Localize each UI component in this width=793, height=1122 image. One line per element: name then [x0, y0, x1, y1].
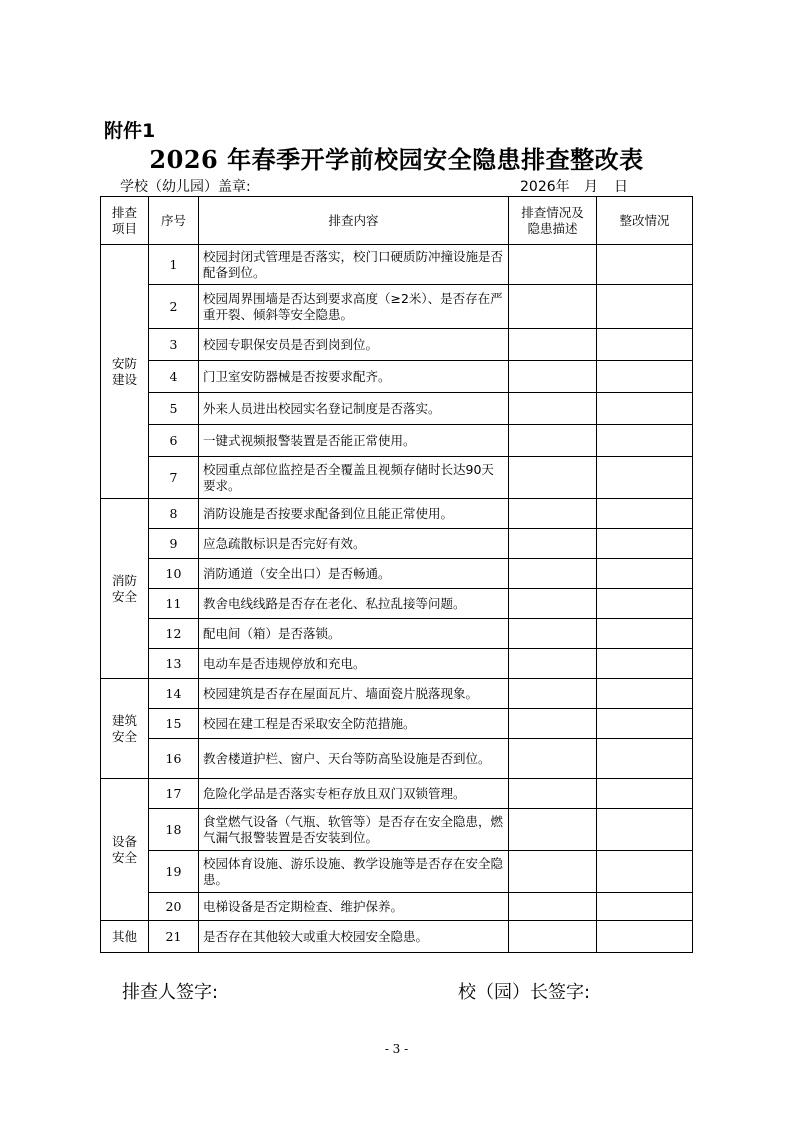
date-month: 月 [584, 179, 598, 195]
row-content: 教舍楼道护栏、窗户、天台等防高坠设施是否到位。 [199, 739, 509, 779]
category-cell: 安防 建设 [101, 245, 149, 499]
row-content: 配电间（箱）是否落锁。 [199, 619, 509, 649]
row-number: 14 [149, 679, 199, 709]
row-number: 3 [149, 329, 199, 361]
rectification-cell[interactable] [597, 893, 693, 921]
table-row [101, 851, 693, 893]
rectification-cell[interactable] [597, 529, 693, 559]
rectification-cell[interactable] [597, 619, 693, 649]
header-situation: 排查情况及 隐患描述 [509, 197, 597, 245]
inspector-signature: 排查人签字: [122, 982, 219, 1003]
situation-cell[interactable] [509, 589, 597, 619]
rectification-cell[interactable] [597, 499, 693, 529]
situation-cell[interactable] [509, 361, 597, 393]
rectification-cell[interactable] [597, 679, 693, 709]
situation-cell[interactable] [509, 851, 597, 893]
table-row [101, 393, 693, 425]
table-row [101, 245, 693, 285]
rectification-cell[interactable] [597, 245, 693, 285]
row-content: 门卫室安防器械是否按要求配齐。 [199, 361, 509, 393]
category-cell: 消防 安全 [101, 499, 149, 679]
table-row [101, 529, 693, 559]
situation-cell[interactable] [509, 393, 597, 425]
situation-cell[interactable] [509, 245, 597, 285]
row-number: 17 [149, 779, 199, 809]
table-row [101, 709, 693, 739]
table-row [101, 499, 693, 529]
inspection-table [100, 196, 693, 953]
row-content: 电动车是否违规停放和充电。 [199, 649, 509, 679]
rectification-cell[interactable] [597, 851, 693, 893]
table-row [101, 893, 693, 921]
row-content: 校园在建工程是否采取安全防范措施。 [199, 709, 509, 739]
header-category: 排查 项目 [101, 197, 149, 245]
date-year: 2026年 [520, 179, 570, 195]
principal-signature: 校（园）长签字: [458, 982, 591, 1003]
table-row [101, 457, 693, 499]
situation-cell[interactable] [509, 679, 597, 709]
rectification-cell[interactable] [597, 921, 693, 953]
row-number: 18 [149, 809, 199, 851]
date-day: 日 [614, 179, 628, 195]
situation-cell[interactable] [509, 559, 597, 589]
row-number: 10 [149, 559, 199, 589]
row-content: 应急疏散标识是否完好有效。 [199, 529, 509, 559]
row-content: 消防通道（安全出口）是否畅通。 [199, 559, 509, 589]
row-content: 电梯设备是否定期检查、维护保养。 [199, 893, 509, 921]
table-row [101, 361, 693, 393]
row-content: 校园建筑是否存在屋面瓦片、墙面瓷片脱落现象。 [199, 679, 509, 709]
row-number: 9 [149, 529, 199, 559]
row-content: 校园封闭式管理是否落实，校门口硬质防冲撞设施是否配备到位。 [199, 245, 509, 285]
table-row [101, 809, 693, 851]
table-row [101, 559, 693, 589]
rectification-cell[interactable] [597, 559, 693, 589]
rectification-cell[interactable] [597, 649, 693, 679]
row-number: 13 [149, 649, 199, 679]
row-number: 6 [149, 425, 199, 457]
table-row [101, 329, 693, 361]
rectification-cell[interactable] [597, 779, 693, 809]
row-content: 校园体育设施、游乐设施、教学设施等是否存在安全隐患。 [199, 851, 509, 893]
row-number: 19 [149, 851, 199, 893]
rectification-cell[interactable] [597, 589, 693, 619]
rectification-cell[interactable] [597, 425, 693, 457]
row-number: 20 [149, 893, 199, 921]
situation-cell[interactable] [509, 425, 597, 457]
row-number: 7 [149, 457, 199, 499]
category-cell: 建筑 安全 [101, 679, 149, 779]
header-no: 序号 [149, 197, 199, 245]
row-content: 校园重点部位监控是否全覆盖且视频存储时长达90天要求。 [199, 457, 509, 499]
date-line [520, 176, 628, 196]
category-cell: 其他 [101, 921, 149, 953]
table-header-row [101, 197, 693, 245]
table-row [101, 589, 693, 619]
row-number: 1 [149, 245, 199, 285]
seal-label: 学校（幼儿园）盖章: [120, 179, 251, 195]
table-row [101, 285, 693, 329]
situation-cell[interactable] [509, 285, 597, 329]
row-number: 2 [149, 285, 199, 329]
category-cell: 设备 安全 [101, 779, 149, 921]
table-row [101, 649, 693, 679]
situation-cell[interactable] [509, 893, 597, 921]
situation-cell[interactable] [509, 649, 597, 679]
rectification-cell[interactable] [597, 457, 693, 499]
rectification-cell[interactable] [597, 739, 693, 779]
rectification-cell[interactable] [597, 809, 693, 851]
row-content: 是否存在其他较大或重大校园安全隐患。 [199, 921, 509, 953]
row-number: 8 [149, 499, 199, 529]
header-rectification: 整改情况 [597, 197, 693, 245]
table-row [101, 779, 693, 809]
situation-cell[interactable] [509, 457, 597, 499]
table-row [101, 425, 693, 457]
situation-cell[interactable] [509, 779, 597, 809]
rectification-cell[interactable] [597, 329, 693, 361]
row-content: 一键式视频报警装置是否能正常使用。 [199, 425, 509, 457]
table-row [101, 921, 693, 953]
row-number: 21 [149, 921, 199, 953]
rectification-cell[interactable] [597, 361, 693, 393]
row-content: 食堂燃气设备（气瓶、软管等）是否存在安全隐患，燃气漏气报警装置是否安装到位。 [199, 809, 509, 851]
page-title: 2026 年春季开学前校园安全隐患排查整改表 [149, 145, 644, 174]
rectification-cell[interactable] [597, 285, 693, 329]
row-number: 16 [149, 739, 199, 779]
situation-cell[interactable] [509, 809, 597, 851]
row-number: 15 [149, 709, 199, 739]
situation-cell[interactable] [509, 329, 597, 361]
row-content: 外来人员进出校园实名登记制度是否落实。 [199, 393, 509, 425]
row-number: 5 [149, 393, 199, 425]
situation-cell[interactable] [509, 529, 597, 559]
attachment-label: 附件1 [104, 120, 156, 142]
rectification-cell[interactable] [597, 393, 693, 425]
header-content: 排查内容 [199, 197, 509, 245]
situation-cell[interactable] [509, 739, 597, 779]
situation-cell[interactable] [509, 921, 597, 953]
row-content: 危险化学品是否落实专柜存放且双门双锁管理。 [199, 779, 509, 809]
situation-cell[interactable] [509, 619, 597, 649]
table-row [101, 739, 693, 779]
row-number: 12 [149, 619, 199, 649]
row-number: 11 [149, 589, 199, 619]
page-number: - 3 - [384, 1042, 409, 1056]
situation-cell[interactable] [509, 499, 597, 529]
row-content: 消防设施是否按要求配备到位且能正常使用。 [199, 499, 509, 529]
situation-cell[interactable] [509, 709, 597, 739]
row-content: 校园周界围墙是否达到要求高度（≥2米）、是否存在严重开裂、倾斜等安全隐患。 [199, 285, 509, 329]
table-row [101, 679, 693, 709]
row-content: 教舍电线线路是否存在老化、私拉乱接等问题。 [199, 589, 509, 619]
rectification-cell[interactable] [597, 709, 693, 739]
table-row [101, 619, 693, 649]
row-number: 4 [149, 361, 199, 393]
row-content: 校园专职保安员是否到岗到位。 [199, 329, 509, 361]
